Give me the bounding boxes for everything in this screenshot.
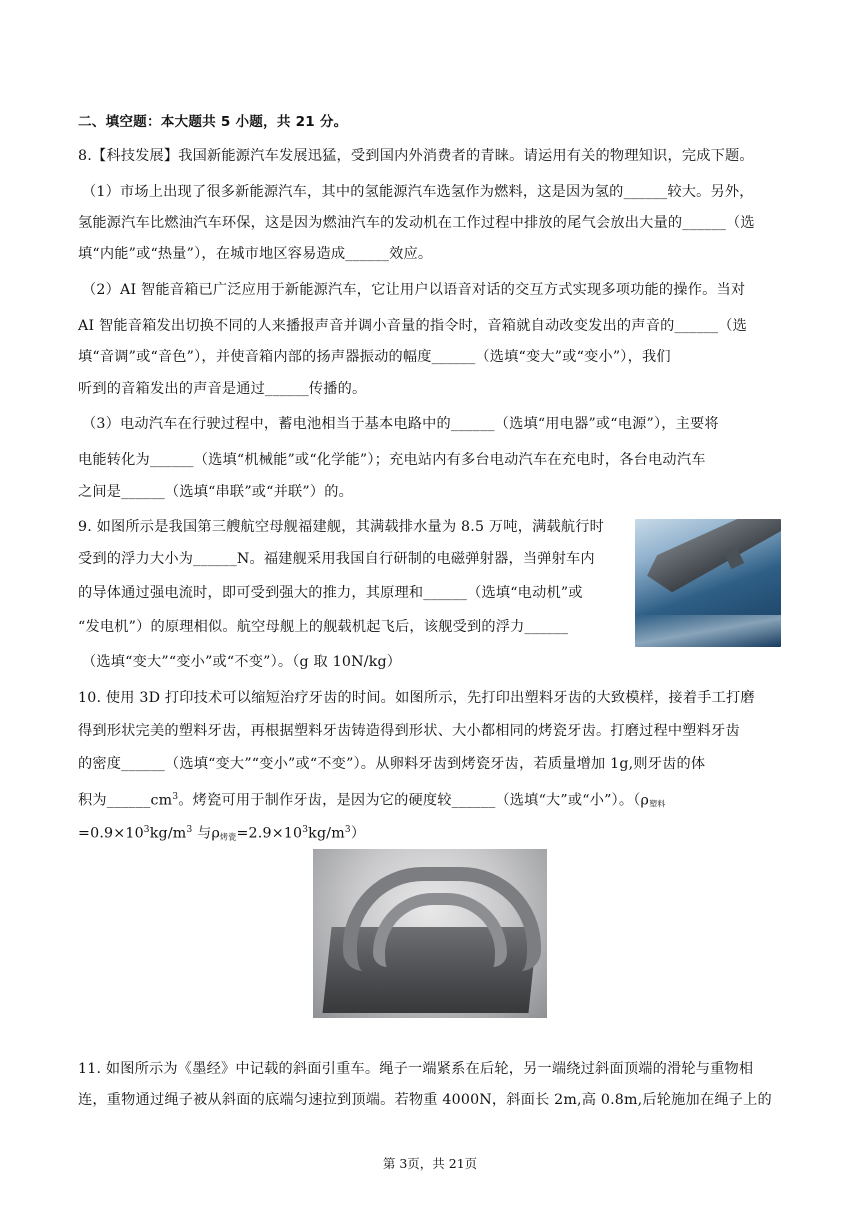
3d-printed-teeth-image (313, 849, 547, 1018)
section-title: 二、填空题：本大题共 5 小题，共 21 分。 (78, 114, 348, 130)
q9-line-4: “发电机”）的原理相似。航空母舰上的舰载机起飞后，该舰受到的浮力______ (78, 619, 569, 635)
page-footer: 第 3页，共 21页 (382, 1156, 478, 1171)
q8-line-2: （1）市场上出现了很多新能源汽车，其中的氢能源汽车选氢作为燃料，这是因为氢的______较大。另外， (82, 184, 754, 200)
q9-line-1: 9. 如图所示是我国第三艘航空母舰福建舰，其满载排水量为 8.5 万吨，满载航行时 (78, 519, 605, 535)
q9-line-2: 受到的浮力大小为______N。福建舰采用我国自行研制的电磁弹射器，当弹射车内 (78, 551, 595, 567)
aircraft-carrier-image (635, 519, 781, 647)
q8-line-4: 填“内能”或“热量”），在城市地区容易造成______效应。 (78, 246, 433, 262)
q8-line-3: 氢能源汽车比燃油汽车环保，这是因为燃油汽车的发动机在工作过程中排放的尾气会放出大量的______（选 (78, 215, 755, 231)
q8-line-7: 填“音调”或“音色”），并使音箱内部的扬声器振动的幅度______（选填“变大”或“变小”），我们 (78, 349, 671, 365)
q10-line-4: 积为$\_\_\_\_\_\_cm^3$。烤瓷可用于制作牙齿，是因为它的硬度较______（选填“大”或“小”）。（ρ塑料 (78, 792, 666, 809)
q8-line-1: 8.【科技发展】我国新能源汽车发展迅猛，受到国内外消费者的青睐。请运用有关的物理知识，完成下题。 (78, 148, 754, 164)
q8-line-10: 电能转化为______（选填“机械能”或“化学能”）；充电站内有多台电动汽车在充电时，各台电动汽车 (78, 452, 706, 468)
q11-line-1: 11. 如图所示为《墨经》中记载的斜面引重车。绳子一端紧系在后轮，另一端绕过斜面顶端的滑轮与重物相 (78, 1061, 754, 1077)
q10-line-3: 的密度______（选填“变大”“变小”或“不变”）。从卵料牙齿到烤瓷牙齿，若质量增加 1g,则牙齿的体 (78, 756, 706, 772)
q8-line-5: （2）AI 智能音箱已广泛应用于新能源汽车，它让用户以语音对话的交互方式实现多项功能的操作。当对 (82, 282, 746, 298)
q9-line-3: 的导体通过强电流时，即可受到强大的推力，其原理和______（选填“电动机”或 (78, 585, 583, 601)
q11-line-2: 连，重物通过绳子被从斜面的底端匀速拉到顶端。若物重 4000N，斜面长 2m,高 0.8m,后轮施加在绳子上的 (78, 1092, 772, 1108)
q8-line-9: （3）电动汽车在行驶过程中，蓄电池相当于基本电路中的______（选填“用电器”或“电源”），主要将 (82, 416, 719, 432)
q8-line-8: 听到的音箱发出的声音是通过______传播的。 (78, 381, 367, 397)
q9-line-5: （选填“变大”“变小”或“不变”）。（g 取 10N/kg） (82, 654, 402, 670)
q8-line-11: 之间是______（选填“串联”或“并联”）的。 (78, 484, 354, 500)
q8-line-6: AI 智能音箱发出切换不同的人来播报声音并调小音量的指令时，音箱就自动改变发出的声音的______（选 (78, 318, 748, 334)
q10-line-2: 得到形状完美的塑料牙齿，再根据塑料牙齿铸造得到形状、大小都相同的烤瓷牙齿。打磨过程中塑料牙齿 (78, 723, 740, 739)
q10-line-1: 10. 使用 3D 打印技术可以缩短治疗牙齿的时间。如图所示，先打印出塑料牙齿的大致模样，接着手工打磨 (78, 690, 755, 706)
q10-line-5: $=0.9\times 10^3kg/m^3$ 与ρ烤瓷$=2.9\times 10^3kg/m^3$） (78, 825, 366, 842)
